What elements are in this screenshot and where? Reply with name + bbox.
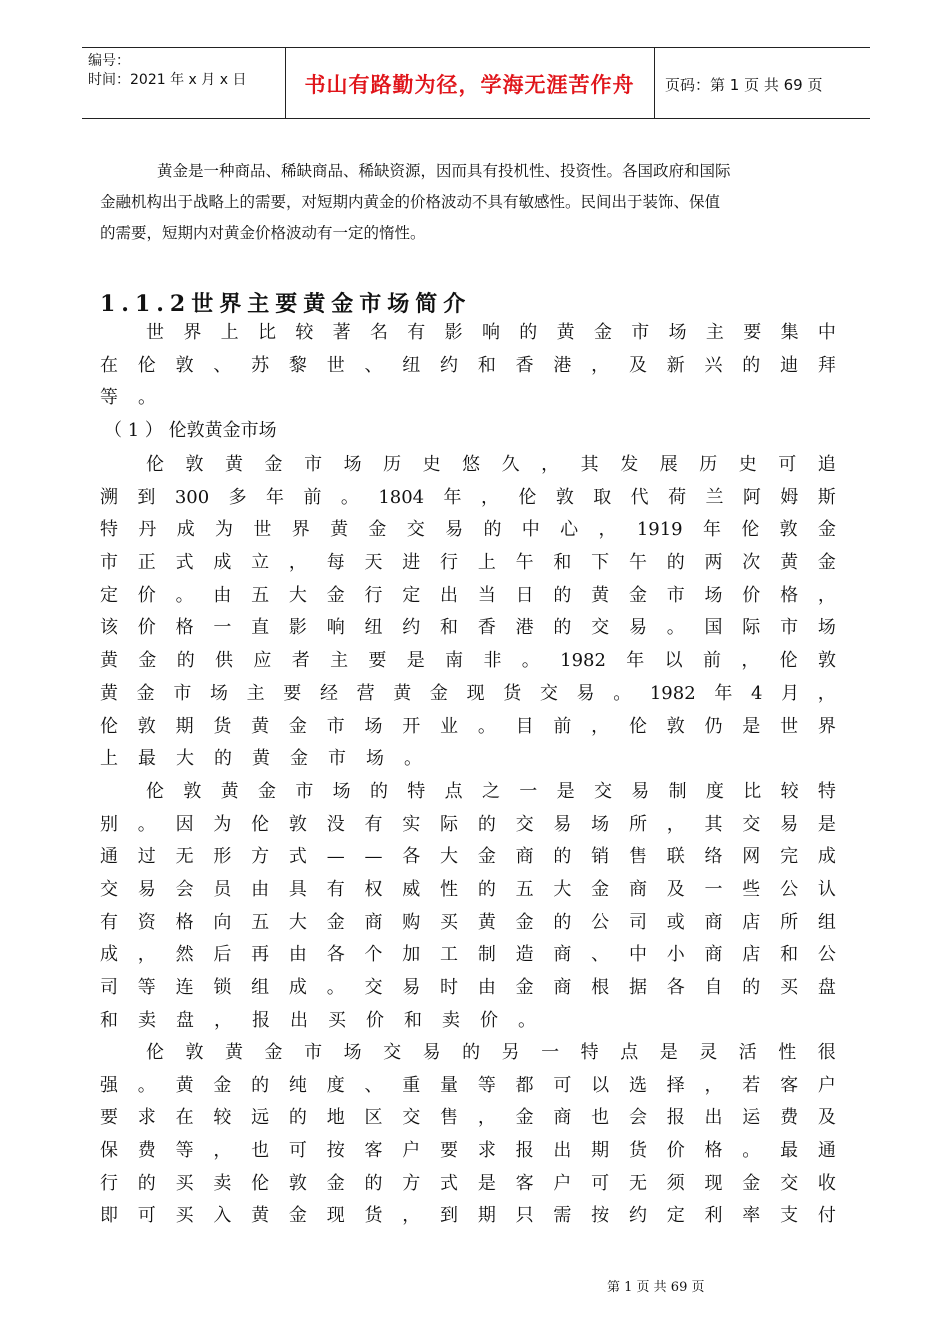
text-line: 等 。 xyxy=(100,387,156,409)
text-line: 的需要，短期内对黄金价格波动有一定的惰性。 xyxy=(100,224,426,242)
text-line: 溯 到 300 多 年 前 。 1804 年 ， 伦 敦 取 代 荷 兰 阿 姆 斯 xyxy=(100,486,836,508)
text-line: 即 可 买 入 黄 金 现 货 ， 到 期 只 需 按 约 定 利 率 支 付 xyxy=(100,1205,836,1227)
text-line: 该 价 格 一 直 影 响 纽 约 和 香 港 的 交 易 。 国 际 市 场 xyxy=(100,617,836,639)
text-line: 和 卖 盘 ， 报 出 买 价 和 卖 价 。 xyxy=(100,1009,536,1031)
text-line: 黄金是一种商品、稀缺商品、稀缺资源，因而具有投机性、投资性。各国政府和国际 xyxy=(157,162,731,180)
text-line: 有 资 格 向 五 大 金 商 购 买 黄 金 的 公 司 或 商 店 所 组 xyxy=(100,911,836,933)
text-line: 行 的 买 卖 伦 敦 金 的 方 式 是 客 户 可 无 须 现 金 交 收 xyxy=(100,1172,836,1194)
text-line: 在 伦 敦 、 苏 黎 世 、 纽 约 和 香 港 ， 及 新 兴 的 迪 拜 xyxy=(100,354,836,376)
intro-paragraph xyxy=(100,156,852,249)
text-line: 定 价 。 由 五 大 金 行 定 出 当 日 的 黄 金 市 场 价 格 ， xyxy=(100,584,836,606)
text-line: 黄 金 市 场 主 要 经 营 黄 金 现 货 交 易 。 1982 年 4 月 ， xyxy=(100,682,836,704)
header-page-info: 页码：第 1 页 共 69 页 xyxy=(665,76,823,94)
london-history-paragraph xyxy=(100,449,836,776)
text-line: 伦 敦 期 货 黄 金 市 场 开 业 。 目 前 ， 伦 敦 仍 是 世 界 xyxy=(100,715,836,737)
text-line: 交 易 会 员 由 具 有 权 威 性 的 五 大 金 商 及 一 些 公 认 xyxy=(100,879,836,901)
london-feature1-paragraph xyxy=(100,776,836,1038)
text-line: 强 。 黄 金 的 纯 度 、 重 量 等 都 可 以 选 择 ， 若 客 户 xyxy=(100,1074,836,1096)
text-line: 特 丹 成 为 世 界 黄 金 交 易 的 中 心 ， 1919 年 伦 敦 金 xyxy=(100,519,836,541)
text-line: 金融机构出于战略上的需要，对短期内黄金的价格波动不具有敏感性。民间出于装饰、保值 xyxy=(100,193,721,211)
text-line: 上 最 大 的 黄 金 市 场 。 xyxy=(100,748,422,770)
london-feature2-paragraph xyxy=(100,1037,836,1233)
text-line: 通 过 无 形 方 式 — — 各 大 金 商 的 销 售 联 络 网 完 成 xyxy=(100,846,836,868)
text-line: 伦 敦 黄 金 市 场 交 易 的 另 一 特 点 是 灵 活 性 很 xyxy=(146,1042,836,1063)
header-motto: 书山有路勤为径，学海无涯苦作舟 xyxy=(304,73,635,97)
header-divider xyxy=(654,48,655,118)
doc-number-label: 编号： xyxy=(88,53,130,69)
text-line: 别 。 因 为 伦 敦 没 有 实 际 的 交 易 场 所 ， 其 交 易 是 xyxy=(100,813,836,835)
text-line: 伦 敦 黄 金 市 场 的 特 点 之 一 是 交 易 制 度 比 较 特 xyxy=(146,781,836,802)
sub-heading-london: （ 1 ） 伦敦黄金市场 xyxy=(104,420,277,441)
footer-page-number: 第 1 页 共 69 页 xyxy=(607,1280,705,1295)
text-line: 保 费 等 ， 也 可 按 客 户 要 求 报 出 期 货 价 格 。 最 通 xyxy=(100,1140,836,1162)
doc-time: 时间：2021 年 x 月 x 日 xyxy=(88,72,247,88)
text-line: 市 正 式 成 立 ， 每 天 进 行 上 午 和 下 午 的 两 次 黄 金 xyxy=(100,552,836,574)
text-line: 伦 敦 黄 金 市 场 历 史 悠 久 ， 其 发 展 历 史 可 追 xyxy=(146,454,836,475)
text-line: 要 求 在 较 远 的 地 区 交 售 ， 金 商 也 会 报 出 运 费 及 xyxy=(100,1107,836,1129)
header-meta xyxy=(88,52,288,90)
text-line: 成 ， 然 后 再 由 各 个 加 工 制 造 商 、 中 小 商 店 和 公 xyxy=(100,944,836,966)
text-line: 司 等 连 锁 组 成 。 交 易 时 由 金 商 根 据 各 自 的 买 盘 xyxy=(100,977,836,999)
text-line: 黄 金 的 供 应 者 主 要 是 南 非 。 1982 年 以 前 ， 伦 敦 xyxy=(100,650,836,672)
markets-paragraph xyxy=(100,317,836,415)
text-line: 世 界 上 比 较 著 名 有 影 响 的 黄 金 市 场 主 要 集 中 xyxy=(146,322,836,343)
section-title: 1.1.2世界主要黄金市场简介 xyxy=(100,291,472,317)
document-header xyxy=(82,47,870,119)
